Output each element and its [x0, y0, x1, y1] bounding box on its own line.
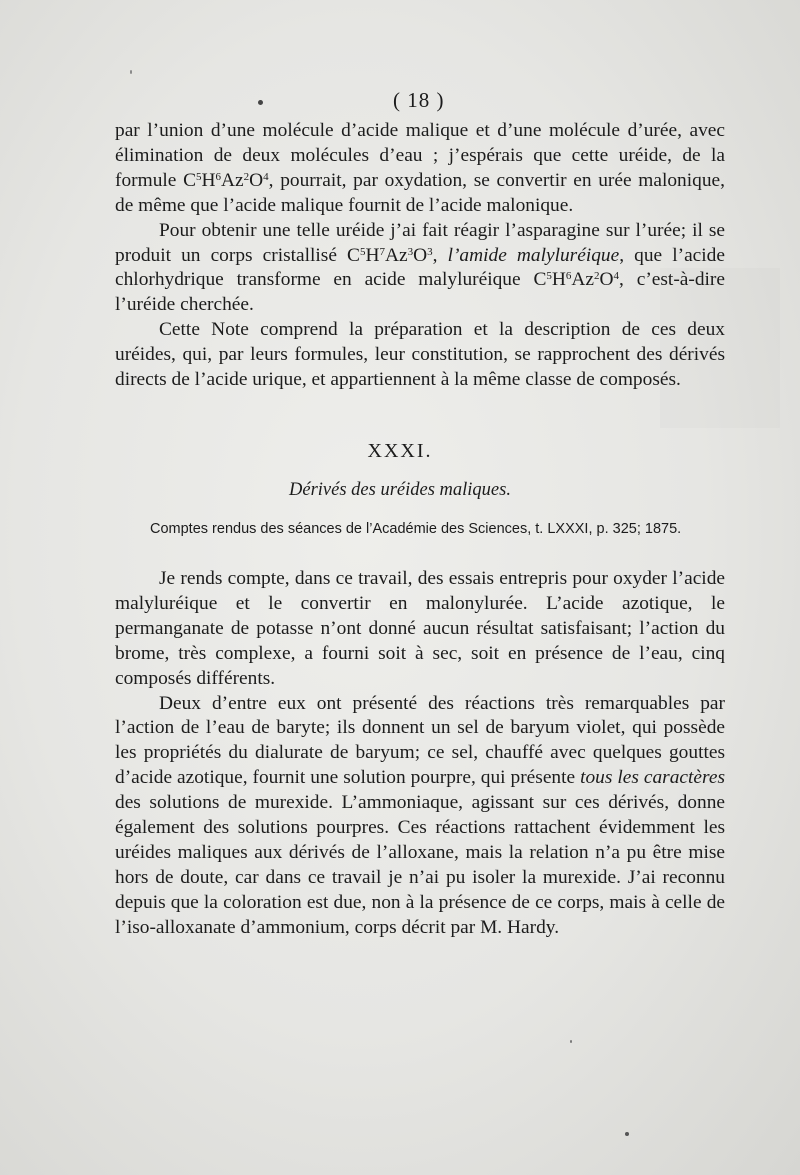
page-number: ( 18 ) — [393, 88, 445, 112]
paragraph-continuation: par l’union d’une molécule d’acide malique et d’une molécule d’urée, avec élimination de deux molécules d’eau ; j’espérais que cette uréide, de la formule $C^5H^6Az^2O^4$, pourrait, par oxydation, se convertir en urée malonique, de même que l’acide malique fournit de l’acide malonique. — [115, 120, 725, 216]
citation-reference: Comptes rendus des séances de l’Académie des Sciences, t. LXXXI, p. 325; 1875. — [150, 521, 682, 537]
paragraph-asparagine: Pour obtenir une telle uréide j’ai fait réagir l’asparagine sur l’urée; il se produit un corps cristallisé $C^5H^7Az^3O^3$, l’amide malyluréique, que l’acide chlorhydrique transforme en acide malyluréique $C^5H^6Az^2O^4$, c’est-à-dire l’uréide cherchée. — [115, 219, 725, 316]
paragraph-note-summary: Cette Note comprend la préparation et la description de ces deux uréides, qui, par leurs formules, leur constitution, se rapprochent des dérivés directs de l’acide urique, et appartiennent à la même classe de composés. — [115, 319, 725, 391]
ink-speck — [570, 1040, 572, 1043]
ink-speck — [625, 1132, 629, 1136]
section-subtitle: Dérivés des uréides maliques. — [289, 480, 511, 500]
paragraph-baryta-reactions: Deux d’entre eux ont présenté des réactions très remarquables par l’action de l’eau de baryte; ils donnent un sel de baryum violet, qui possède les propriétés du dialurate de baryum; ce sel, chauffé avec quelques gouttes d’acide azotique, fournit une solution pourpre, qui présente tous les caractères des solutions de murexide. L’ammoniaque, agissant sur ces dérivés, donne également des solutions pourpres. Ces réactions rattachent évidemment les uréides maliques aux dérivés de l’alloxane, mais la relation n’a pu être mise hors de doute, car dans ce travail je n’ai pu isoler la murexide. J’ai reconnu depuis que la coloration est due, non à la présence de ce corps, mais à celle de l’iso-alloxanate d’ammonium, corps décrit par M. Hardy. — [115, 692, 726, 938]
ink-speck — [130, 70, 132, 74]
bottom-text-block — [115, 567, 725, 941]
paragraph-oxidation-attempts: Je rends compte, dans ce travail, des essais entrepris pour oxyder l’acide malyluréique et le convertir en malonylurée. L’acide azotique, le permanganate de potasse n’ont donné aucun résultat satisfaisant; l’action du brome, très complexe, a fourni soit à sec, soit en présence de l’eau, cinq composés différents. — [115, 568, 725, 689]
section-heading: XXXI. — [367, 440, 433, 462]
top-text-block — [115, 119, 725, 393]
ink-speck — [258, 100, 263, 105]
